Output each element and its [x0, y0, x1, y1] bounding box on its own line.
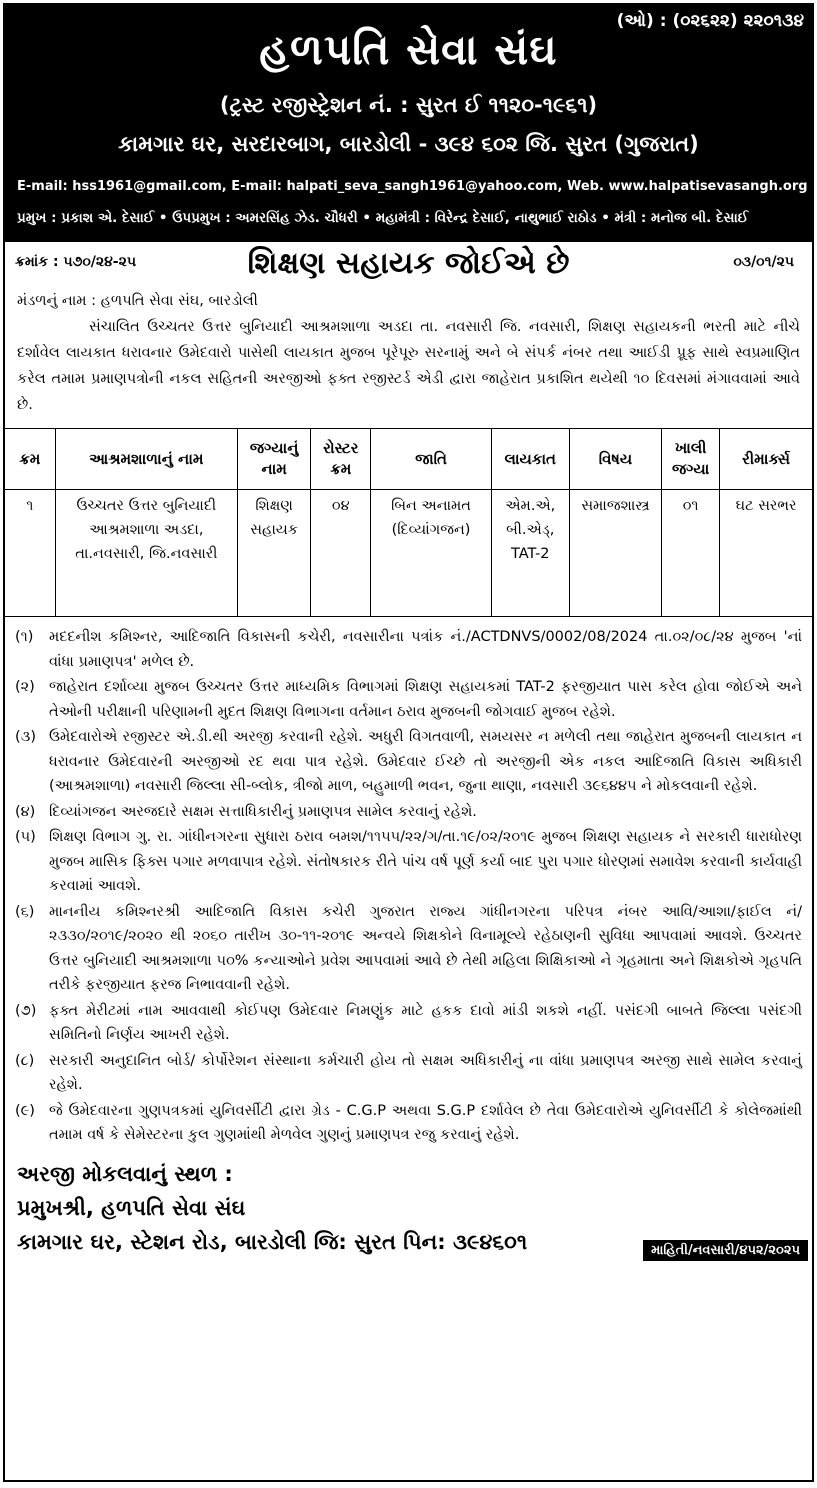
term-number: (૭): [15, 1002, 37, 1019]
organization-header: [5, 5, 812, 242]
application-postal-address: કામગાર ઘર, સ્ટેશન રોડ, બારડોલી જિ: સુરત પિન: ૩૯૪૬૦૧: [17, 1229, 528, 1254]
vacancy-table: [5, 428, 812, 617]
table-cell: બિન અનામત (દિવ્યાંગજન): [371, 490, 491, 617]
table-row: [5, 490, 812, 617]
term-item: [15, 725, 802, 799]
office-bearers: પ્રમુખ : પ્રકાશ એ. દેસાઈ • ઉપપ્રમુખ : અમરસિંહ ઝેડ. ચૌધરી • મહામંત્રી : વિરેન્દ્ર દેસાઈ, નાથુભાઈ રાઠોડ • મંત્રી : મનોજ બી. દેસાઈ: [17, 210, 749, 226]
table-cell: ઉચ્ચતર ઉત્તર બુનિયાદી આશ્રમશાળા અડદા, તા.નવસારી, જિ.નવસારી: [55, 490, 237, 617]
application-address: [5, 1149, 812, 1259]
term-text: જે ઉમેદવારના ગુણપત્રકમાં યુનિવર્સીટી દ્વારા ગ્રેડ - C.G.P અથવા S.G.P દર્શાવેલ છે તેવા ઉમેદવારોએ યુનિવર્સીટી કે કોલેજમાંથી તમામ વર્ષ કે સેમેસ્ટરના કુલ ગુણમાંથી મેળવેલ ગુણનું પ્રમાણપત્ર રજુ કરવાનું રહેશે.: [49, 1102, 802, 1143]
term-text: સરકારી અનુદાનિત બોર્ડ/ કોર્પોરેશન સંસ્થાના કર્મચારી હોય તો સક્ષમ અધિકારીનું ના વાંધા પ્રમાણપત્ર અરજી સાથે સામેલ કરવાનું રહેશે.: [49, 1052, 802, 1093]
term-number: (૨): [15, 679, 35, 695]
column-header: રીમાર્ક્સ: [720, 429, 812, 490]
term-item: [15, 1099, 802, 1148]
column-header: રોસ્ટર ક્રમ: [311, 429, 371, 490]
term-number: (૮): [15, 1052, 35, 1069]
terms-list: [5, 617, 812, 1148]
table-cell: ૦૪: [311, 490, 371, 617]
term-number: (૫): [15, 829, 36, 845]
intro-section: [5, 288, 812, 418]
application-address-label: અરજી મોકલવાનું સ્થળ :: [17, 1161, 233, 1186]
table-cell: શિક્ષણ સહાયક: [238, 490, 311, 617]
organization-address: કામગાર ઘર, સરદારબાગ, બારડોલી - ૩૯૪ ૬૦૨ જિ. સુરત (ગુજરાત): [118, 132, 699, 156]
table-cell: ઘટ સરભર: [720, 490, 812, 617]
board-name: મંડળનું નામ : હળપતિ સેવા સંઘ, બારડોલી: [17, 293, 258, 309]
term-item: [15, 625, 802, 674]
advertisement: [3, 3, 814, 1482]
intro-paragraph: સંચાલિત ઉચ્ચતર ઉત્તર બુનિયાદી આશ્રમશાળા અડદા તા. નવસારી જિ. નવસારી, શિક્ષણ સહાયકની ભરતી માટે નીચે દર્શાવેલ લાયકાત ધરાવનાર ઉમેદવારો પાસેથી લાયકાત મુજબ પૂરેપૂરુ સરનામું અને બે સંપર્ક નંબર તથા આઈડી પ્રૂફ સાથે સ્વપ્રમાણિત કરેલ તમામ પ્રમાણપત્રોની નકલ સહિતની અરજીઓ ફક્ત રજીસ્ટર્ડ એડી દ્વારા જાહેરાત પ્રકાશિત થયેથી ૧૦ દિવસમાં મંગાવવામાં આવે છે.: [17, 319, 800, 413]
info-department-tag: માહિતી/નવસારી/૪૫૨/૨૦૨૫: [643, 1240, 808, 1261]
term-text: શિક્ષણ વિભાગ ગુ. રા. ગાંધીનગરના સુધારા ઠરાવ બમશ/૧૧૫૫/૨૨/ગ/તા.૧૯/૦૨/૨૦૧૯ મુજબ શિક્ષણ સહાયક ને સરકારી ધારાધોરણ મુજબ માસિક ફિક્સ પગાર મળવાપાત્ર રહેશે. સંતોષકારક રીતે પાંચ વર્ષ પૂર્ણ કર્યા બાદ પુરા પગાર ધોરણમાં સમાવેશ કરવાની કાર્યવાહી કરવામાં આવશે.: [49, 829, 802, 894]
column-header: લાયકાત: [491, 429, 569, 490]
table-cell: સમાજશાસ્ત્ર: [569, 490, 661, 617]
term-number: (૬): [15, 903, 35, 920]
application-recipient: પ્રમુખશ્રી, હળપતિ સેવા સંઘ: [17, 1195, 246, 1220]
column-header: આશ્રમશાળાનું નામ: [55, 429, 237, 490]
column-header: ખાલી જગ્યા: [662, 429, 720, 490]
term-number: (૯): [15, 1102, 35, 1119]
table-cell: ૧: [5, 490, 55, 617]
term-item: [15, 800, 802, 825]
notice-title: શિક્ષણ સહાયક જોઈએ છે: [247, 246, 570, 281]
trust-registration: (ટ્રસ્ટ રજીસ્ટ્રેશન નં. : સુરત ઈ ૧૧૨૦-૧૯૬૧): [219, 93, 598, 117]
term-item: [15, 900, 802, 998]
term-text: ઉમેદવારોએ રજીસ્ટર એ.ડી.થી અરજી કરવાની રહેશે. અધુરી વિગતવાળી, સમયસર ન મળેલી તથા જાહેરાત મુજબની લાયકાત ન ધરાવનાર ઉમેદવારની અરજીઓ રદ થવા પાત્ર રહેશે. ઉમેદવાર ઈચ્છે તો અરજીની એક નકલ આદિજાતિ વિકાસ અધિકારી (આશ્રમશાળા) નવસારી જિલ્લા સી-બ્લોક, ત્રીજો માળ, બહુમાળી ભવન, જુના થાણા, નવસારી ૩૯૬૪૪૫ ને મોકલવાની રહેશે.: [49, 729, 802, 794]
table-cell: એમ.એ, બી.એડ્, TAT-2: [491, 490, 569, 617]
table-cell: ૦૧: [662, 490, 720, 617]
term-item: [15, 1049, 802, 1098]
notice-date: ૦૩/૦૧/૨૫: [733, 254, 794, 270]
term-text: ફક્ત મેરીટમાં નામ આવવાથી કોઈપણ ઉમેદવાર નિમણુંક માટે હકક દાવો માંડી શકશે નહીં. પસંદગી બાબતે જિલ્લા પસંદગી સમિતિનો નિર્ણય આખરી રહેશે.: [49, 1002, 802, 1043]
notice-heading: [5, 242, 812, 288]
term-number: (૩): [15, 729, 36, 745]
term-text: દિવ્યાંગજન અરજદારે સક્ષમ સત્તાધિકારીનું પ્રમાણપત્ર સામેલ કરવાનું રહેશે.: [49, 803, 477, 820]
term-item: [15, 825, 802, 899]
organization-name: હળપતિ સેવા સંઘ: [259, 25, 558, 74]
term-text: જાહેરાત દર્શાવ્યા મુજબ ઉચ્ચતર ઉત્તર માધ્યમિક વિભાગમાં શિક્ષણ સહાયકમાં TAT-2 ફરજીયાત પાસ કરેલ હોવા જોઈએ અને તેઓની પરીક્ષાની પરિણામની મુદત શિક્ષણ વિભાગના વર્તમાન ઠરાવ મુજબની જોગવાઈ મુજબ રહેશે.: [49, 679, 802, 720]
term-item: [15, 999, 802, 1048]
column-header: વિષય: [569, 429, 661, 490]
reference-number: ક્રમાંક : ૫૭૦/૨૪-૨૫: [15, 254, 137, 270]
term-text: મદદનીશ કમિશ્નર, આદિજાતિ વિકાસની કચેરી, નવસારીના પત્રાંક નં./ACTDNVS/0002/08/2024 તા.૦૨/૦૮/૨૪ મુજબ 'નાં વાંધા પ્રમાણપત્ર' મળેલ છે.: [49, 629, 802, 670]
contact-emails: E-mail: hss1961@gmail.com, E-mail: halpati_seva_sangh1961@yahoo.com, Web. www.halpatisevasangh.org: [17, 179, 808, 194]
term-number: (૧): [15, 629, 34, 645]
table-header-row: [5, 429, 812, 490]
term-number: (૪): [15, 803, 36, 820]
column-header: જગ્યાનું નામ: [238, 429, 311, 490]
column-header: ક્રમ: [5, 429, 55, 490]
column-header: જાતિ: [371, 429, 491, 490]
term-text: માનનીય કમિશ્નરશ્રી આદિજાતિ વિકાસ કચેરી ગુજરાત રાજ્ય ગાંધીનગરના પરિપત્ર નંબર આવિ/આશા/ફાઈલ નં/૨૩૩૦/૨૦૧૯/૨૦૨૦ થી ૨૦૬૦ તારીખ ૩૦-૧૧-૨૦૧૯ અન્વયે શિક્ષકોને વિનામૂલ્યે રહેઠાણની સુવિધા આપવામાં આવશે. ઉચ્ચતર ઉત્તર બુનિયાદી આશ્રમશાળા ૫૦% કન્યાઓને પ્રવેશ આપવામાં આવે છે તેથી મહિલા શિક્ષિકાઓ ને ગૃહમાતા અને શિક્ષકોએ ગૃહપતિ તરીકે ફરજીયાત ફરજ નિભાવવાની રહેશે.: [49, 903, 802, 993]
term-item: [15, 675, 802, 724]
office-phone: (ઓ) : (૦૨૬૨૨) ૨૨૦૧૩૪: [616, 11, 804, 31]
